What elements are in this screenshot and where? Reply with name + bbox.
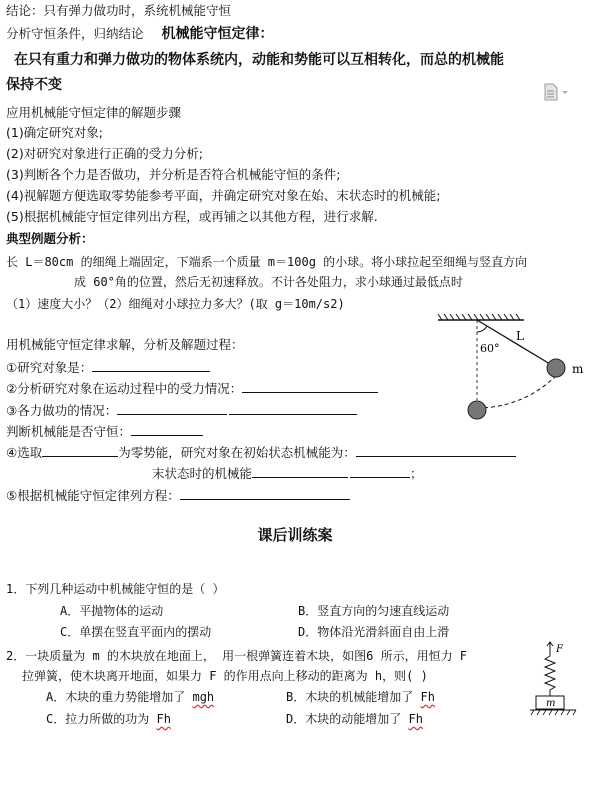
pendulum-figure xyxy=(432,312,590,430)
question-2-stem-1: 2．一块质量为 m 的木块放在地面上， 用一根弹簧连着木块，如图6 所示，用恒力 F xyxy=(6,649,468,663)
law-statement-1: 在只有重力和弹力做功的物体系统内，动能和势能可以互相转化，而总的机械能 xyxy=(14,52,504,68)
answer-blank[interactable] xyxy=(42,443,118,457)
solution-intro: 用机械能守恒定律求解，分析及解题过程： xyxy=(6,337,244,352)
question-2-option-b-value: Fh xyxy=(420,690,435,704)
answer-blank[interactable] xyxy=(180,486,350,500)
block-mass-label: m xyxy=(546,698,556,709)
example-text-3: （1）速度大小？（2）细绳对小球拉力多大？(取 g＝10m/s2) xyxy=(6,297,345,311)
law-heading: 机械能守恒定律： xyxy=(161,26,274,42)
answer-blank[interactable] xyxy=(252,464,348,478)
question-2-option-b-text: B．木块的机械能增加了 xyxy=(286,690,414,704)
question-1-stem: 1．下列几种运动中机械能守恒的是（ ） xyxy=(6,582,225,596)
solution-conserved-line xyxy=(6,422,203,441)
question-1-option-d[interactable]: D．物体沿光滑斜面自由上滑 xyxy=(298,625,450,639)
question-2-option-b[interactable] xyxy=(286,688,435,706)
answer-blank[interactable] xyxy=(131,422,203,436)
solution-zero-text-b: 为零势能，研究对象在初始状态机械能为： xyxy=(118,445,356,460)
answer-blank[interactable] xyxy=(117,401,227,415)
solution-equation-line xyxy=(6,486,350,505)
conclusion-line: 结论：只有弹力做功时，系统机械能守恒 xyxy=(6,3,232,18)
solution-object-text: ①研究对象是： xyxy=(6,360,93,375)
question-1-option-c[interactable]: C．单摆在竖直平面内的摆动 xyxy=(60,625,212,639)
answer-blank[interactable] xyxy=(92,358,210,372)
question-1-option-a[interactable]: A．平抛物体的运动 xyxy=(60,604,164,618)
solution-forces-text: ②分析研究对象在运动过程中的受力情况： xyxy=(6,381,243,396)
question-2-option-c[interactable] xyxy=(46,710,171,728)
solution-final-line xyxy=(152,464,423,483)
question-2-option-c-text: C．拉力所做的功为 xyxy=(46,712,150,726)
answer-blank[interactable] xyxy=(229,401,357,415)
steps-heading: 应用机械能守恒定律的解题步骤 xyxy=(6,105,182,120)
question-2-option-d-text: D．木块的动能增加了 xyxy=(286,712,402,726)
example-text-1: 长 L＝80cm 的细绳上端固定，下端系一个质量 m＝100g 的小球。将小球拉起至细绳与竖直方向 xyxy=(6,255,528,269)
question-2-option-a[interactable] xyxy=(46,688,214,706)
pendulum-angle-label: 60° xyxy=(480,342,500,355)
step-2: (2)对研究对象进行正确的受力分析; xyxy=(6,146,203,161)
question-2-stem-2: 拉弹簧，使木块离开地面，如果力 F 的作用点向上移动的距离为 h，则( ) xyxy=(22,669,428,683)
solution-equation-text: ⑤根据机械能守恒定律列方程： xyxy=(6,488,180,503)
example-heading: 典型例题分析： xyxy=(6,231,94,246)
step-3: (3)判断各个力是否做功，并分析是否符合机械能守恒的条件; xyxy=(6,167,341,182)
section-title: 课后训练案 xyxy=(257,526,333,544)
example-text-2: 成 60°角的位置，然后无初速释放。不计各处阻力，求小球通过最低点时 xyxy=(74,275,463,289)
question-2-option-a-text: A．木块的重力势能增加了 xyxy=(46,690,186,704)
solution-conserved-text: 判断机械能是否守恒： xyxy=(6,424,132,439)
analysis-text: 分析守恒条件，归纳结论 xyxy=(6,26,144,41)
question-2-option-c-value: Fh xyxy=(156,712,171,726)
answer-blank[interactable] xyxy=(242,379,378,393)
answer-blank[interactable] xyxy=(356,443,516,457)
document-icon[interactable] xyxy=(543,83,569,101)
solution-forces-line xyxy=(6,379,378,398)
analysis-line xyxy=(6,25,274,43)
pendulum-mass-label: m xyxy=(572,362,584,376)
solution-object-line xyxy=(6,358,210,377)
solution-final-end: ； xyxy=(410,466,423,481)
question-2-option-d[interactable] xyxy=(286,710,423,728)
step-1: (1)确定研究对象; xyxy=(6,125,103,140)
solution-zero-line xyxy=(6,443,516,462)
law-statement-2: 保持不变 xyxy=(6,77,62,93)
question-2-option-a-value: mgh xyxy=(192,690,215,704)
answer-blank[interactable] xyxy=(350,464,410,478)
spring-force-label: F xyxy=(556,644,563,655)
question-2-option-d-value: Fh xyxy=(408,712,423,726)
solution-final-text: 末状态时的机械能 xyxy=(152,466,253,481)
question-1-option-b[interactable]: B．竖直方向的匀速直线运动 xyxy=(298,604,450,618)
step-5: (5)根据机械能守恒定律列出方程，或再铺之以其他方程，进行求解. xyxy=(6,209,378,224)
solution-work-line xyxy=(6,401,357,420)
pendulum-length-label: L xyxy=(516,329,524,343)
spring-block-figure xyxy=(528,640,584,718)
solution-work-text: ③各力做功的情况： xyxy=(6,403,118,418)
step-4: (4)视解题方便选取零势能参考平面，并确定研究对象在始、末状态时的机械能; xyxy=(6,188,441,203)
solution-zero-text-a: ④选取 xyxy=(6,445,43,460)
